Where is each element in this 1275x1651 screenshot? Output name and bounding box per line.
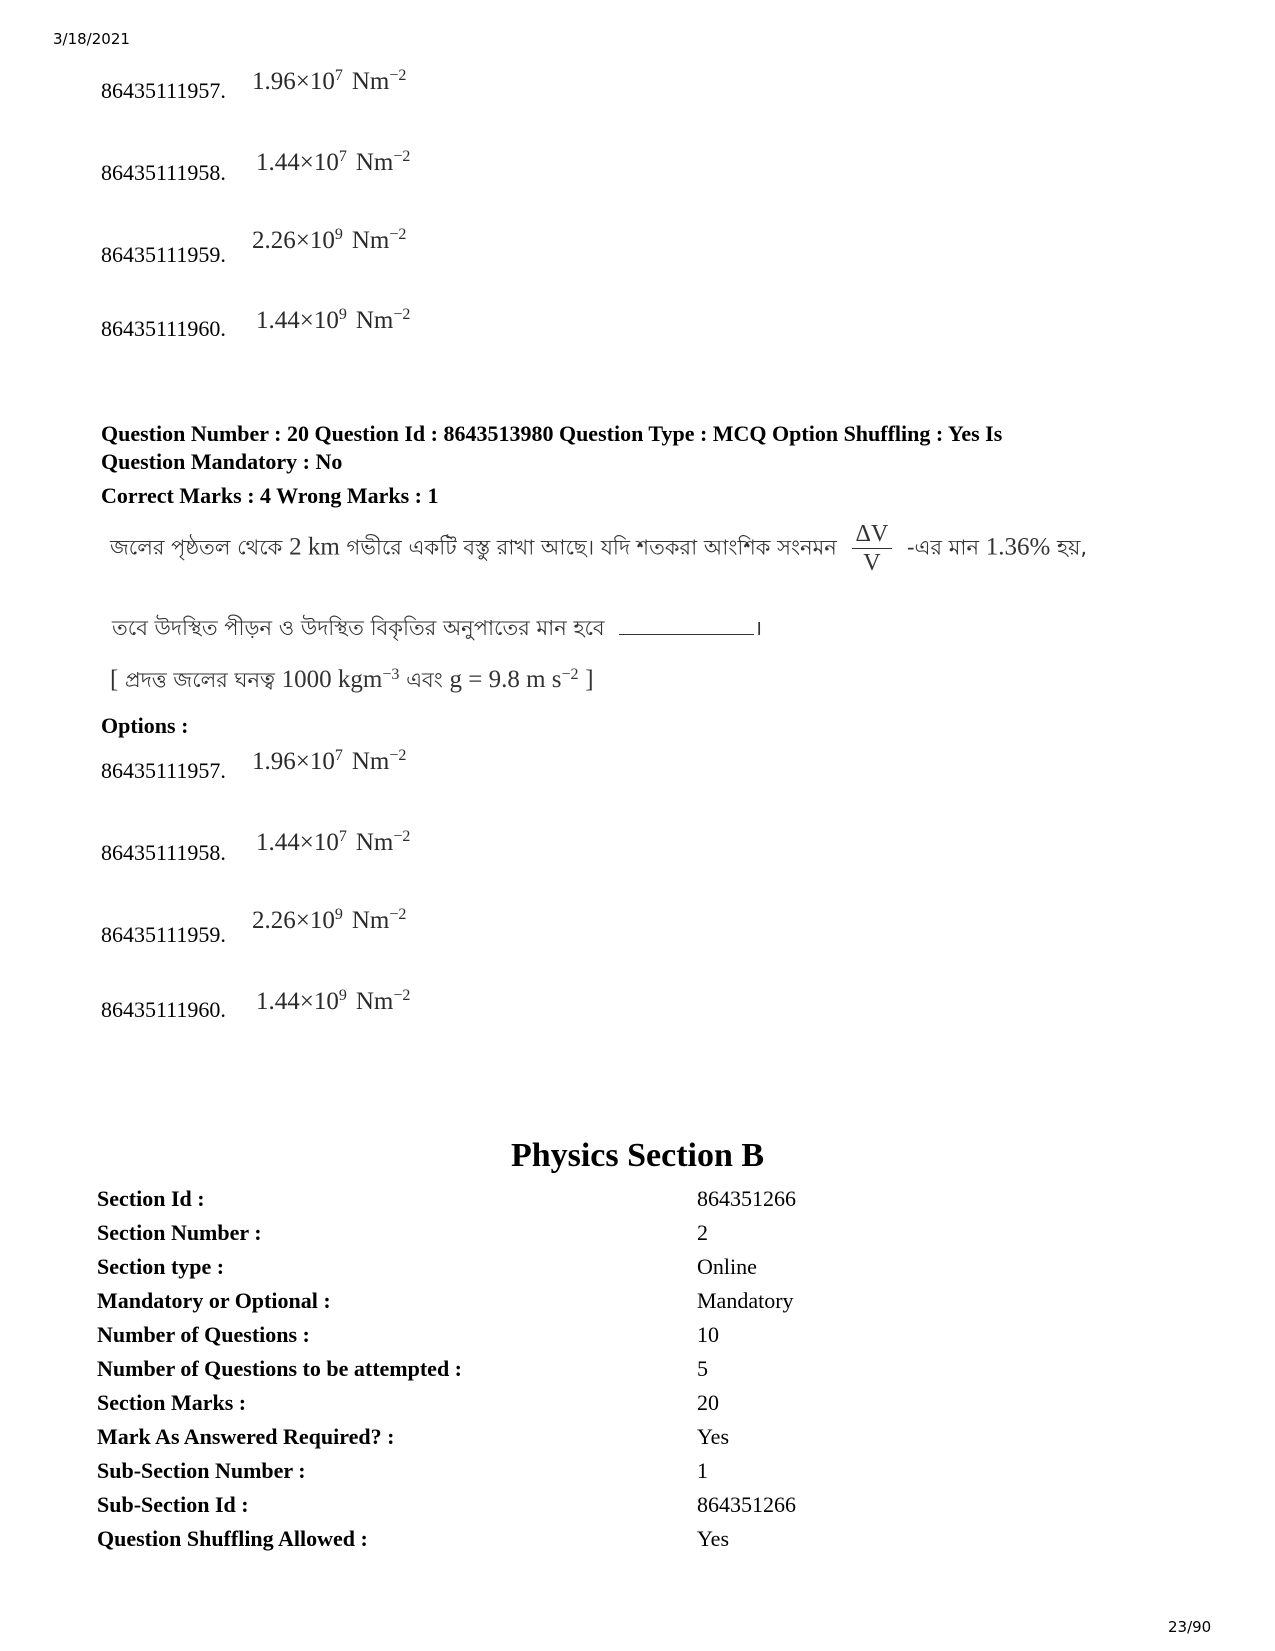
section-value: 2 [697,1220,708,1245]
question-text-line1: জলের পৃষ্ঠতল থেকে 2 km গভীরে একটি বস্তু রাখা আছে। যদি শতকরা আংশিক সংনমন $\frac{\Delta V}{V}$ -এর মান 1.36% হয়, [110,521,1088,576]
section-value: 10 [697,1322,719,1347]
section-value: 864351266 [697,1186,796,1211]
option-id: 86435111959. [101,242,226,267]
option-value: $1.44\times 10^7$ $Nm^{-2}$ [256,148,411,176]
question-text-line3: [ প্রদত্ত জলের ঘনত্ব 1000 kgm$^{-3}$ এবং g = 9.8 m $s^{-2}$ ] [110,666,594,693]
section-label: Sub-Section Number : [97,1458,306,1483]
section-label: Number of Questions : [97,1322,310,1347]
section-label: Section type : [97,1254,225,1279]
section-label: Section Id : [97,1186,205,1211]
section-label: Number of Questions to be attempted : [97,1356,463,1381]
option-value: $1.44\times 10^9$ $Nm^{-2}$ [256,306,411,334]
page-number: 23/90 [1168,1618,1212,1636]
option-id: 86435111959. [101,922,226,947]
section-label: Mandatory or Optional : [97,1288,331,1313]
question-meta-line2: Question Mandatory : No [101,449,343,474]
option-value: $2.26\times 10^9$ $Nm^{-2}$ [252,906,407,934]
section-value: 20 [697,1390,719,1415]
section-value: 1 [697,1458,708,1483]
section-value: Online [697,1254,757,1279]
option-value: $1.96\times 10^7$ $Nm^{-2}$ [252,67,407,95]
question-text-line2: তবে উদস্থিত পীড়ন ও উদস্থিত বিকৃতির অনুপাতের মান হবে । [112,616,763,640]
section-title: Physics Section B [510,1137,765,1174]
section-label: Sub-Section Id : [97,1492,249,1517]
section-value: 864351266 [697,1492,796,1517]
section-label: Question Shuffling Allowed : [97,1526,368,1551]
answer-blank [619,618,754,635]
section-label: Section Marks : [97,1390,247,1415]
question-marks: Correct Marks : 4 Wrong Marks : 1 [101,483,439,508]
section-value: Yes [697,1424,730,1449]
option-value: $1.44\times 10^9$ $Nm^{-2}$ [256,987,411,1015]
section-value: Yes [697,1526,730,1551]
option-id: 86435111957. [101,758,226,783]
fraction: $\frac{\Delta V}{V}$ [852,520,893,577]
question-meta-line1: Question Number : 20 Question Id : 8643513980 Question Type : MCQ Option Shuffling : Yes Is [101,421,1003,446]
section-value: 5 [697,1356,708,1381]
option-id: 86435111960. [101,997,226,1022]
option-id: 86435111960. [101,316,226,341]
section-value: Mandatory [697,1288,794,1313]
option-id: 86435111958. [101,160,226,185]
option-id: 86435111957. [101,78,226,103]
options-label: Options : [101,713,189,738]
print-date: 3/18/2021 [53,30,130,48]
section-label: Mark As Answered Required? : [97,1424,395,1449]
option-value: $1.96\times 10^7$ $Nm^{-2}$ [252,747,407,775]
option-id: 86435111958. [101,840,226,865]
option-value: $1.44\times 10^7$ $Nm^{-2}$ [256,828,411,856]
option-value: $2.26\times 10^9$ $Nm^{-2}$ [252,226,407,254]
section-label: Section Number : [97,1220,262,1245]
